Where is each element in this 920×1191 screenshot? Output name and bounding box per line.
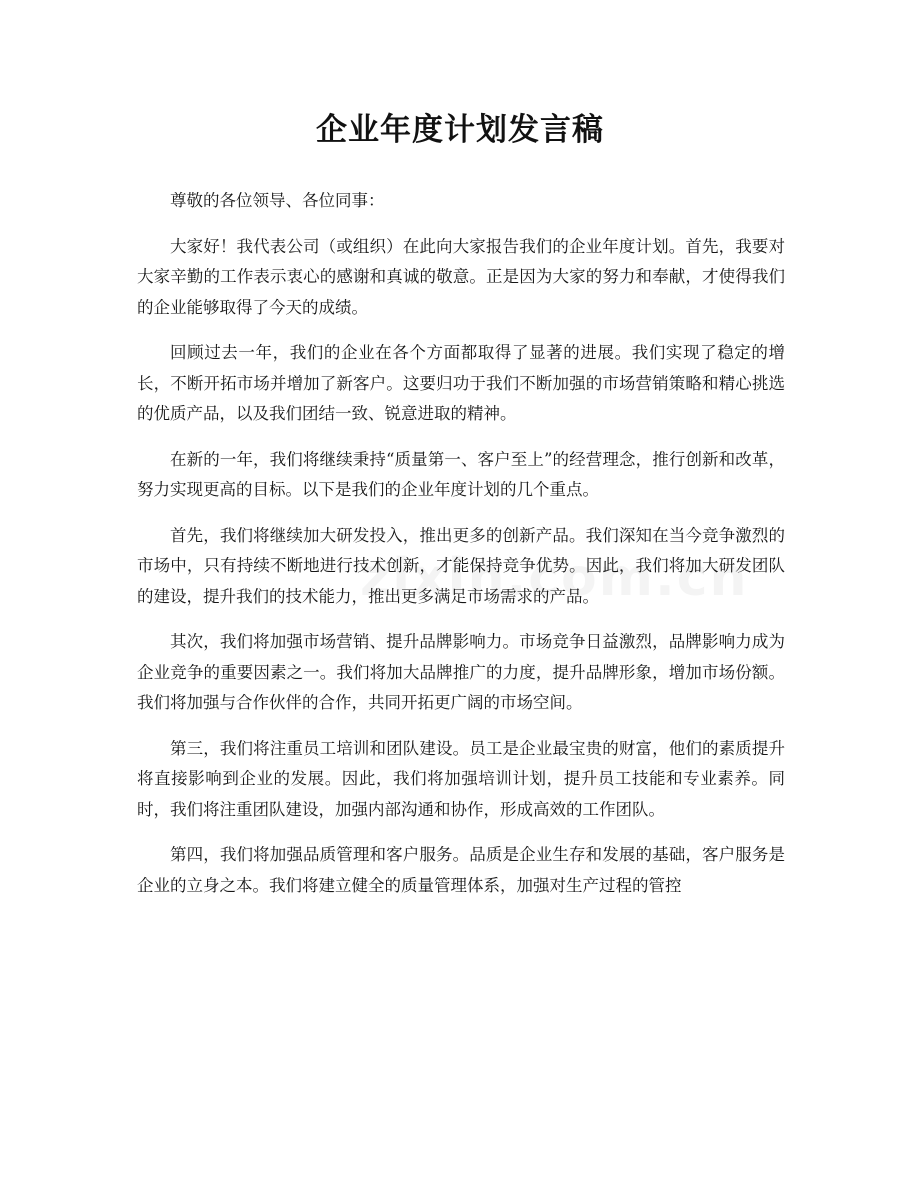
body-paragraph: 在新的一年，我们将继续秉持“质量第一、客户至上”的经营理念，推行创新和改革，努力实现更高的目标。以下是我们的企业年度计划的几个重点。 (137, 449, 785, 499)
document-title: 企业年度计划发言稿 (316, 112, 604, 148)
body-paragraph: 回顾过去一年，我们的企业在各个方面都取得了显著的进展。我们实现了稳定的增长，不断开拓市场并增加了新客户。这要归功于我们不断加强的市场营销策略和精心挑选的优质产品，以及我们团结一致、锐意进取的精神。 (137, 343, 785, 423)
body-paragraph: 首先，我们将继续加大研发投入，推出更多的创新产品。我们深知在当今竞争激烈的市场中，只有持续不断地进行技术创新，才能保持竞争优势。因此，我们将加大研发团队的建设，提升我们的技术能力，推出更多满足市场需求的产品。 (137, 525, 785, 606)
document-body (137, 186, 785, 916)
body-paragraph: 其次，我们将加强市场营销、提升品牌影响力。市场竞争日益激烈，品牌影响力成为企业竞争的重要因素之一。我们将加大品牌推广的力度，提升品牌形象，增加市场份额。我们将加强与合作伙伴的合作，共同开拓更广阔的市场空间。 (137, 632, 785, 712)
salutation-paragraph: 尊敬的各位领导、各位同事： (170, 191, 385, 210)
body-paragraph: 第三，我们将注重员工培训和团队建设。员工是企业最宝贵的财富，他们的素质提升将直接影响到企业的发展。因此，我们将加强培训计划，提升员工技能和专业素养。同时，我们将注重团队建设，加强内部沟通和协作，形成高效的工作团队。 (137, 738, 785, 819)
body-paragraph: 第四，我们将加强品质管理和客户服务。品质是企业生存和发展的基础，客户服务是企业的立身之本。我们将建立健全的质量管理体系，加强对生产过程的管控 (137, 845, 785, 895)
body-paragraph: 大家好！我代表公司（或组织）在此向大家报告我们的企业年度计划。首先，我要对大家辛勤的工作表示衷心的感谢和真诚的敬意。正是因为大家的努力和奉献，才使得我们的企业能够取得了今天的成绩。 (137, 236, 785, 317)
